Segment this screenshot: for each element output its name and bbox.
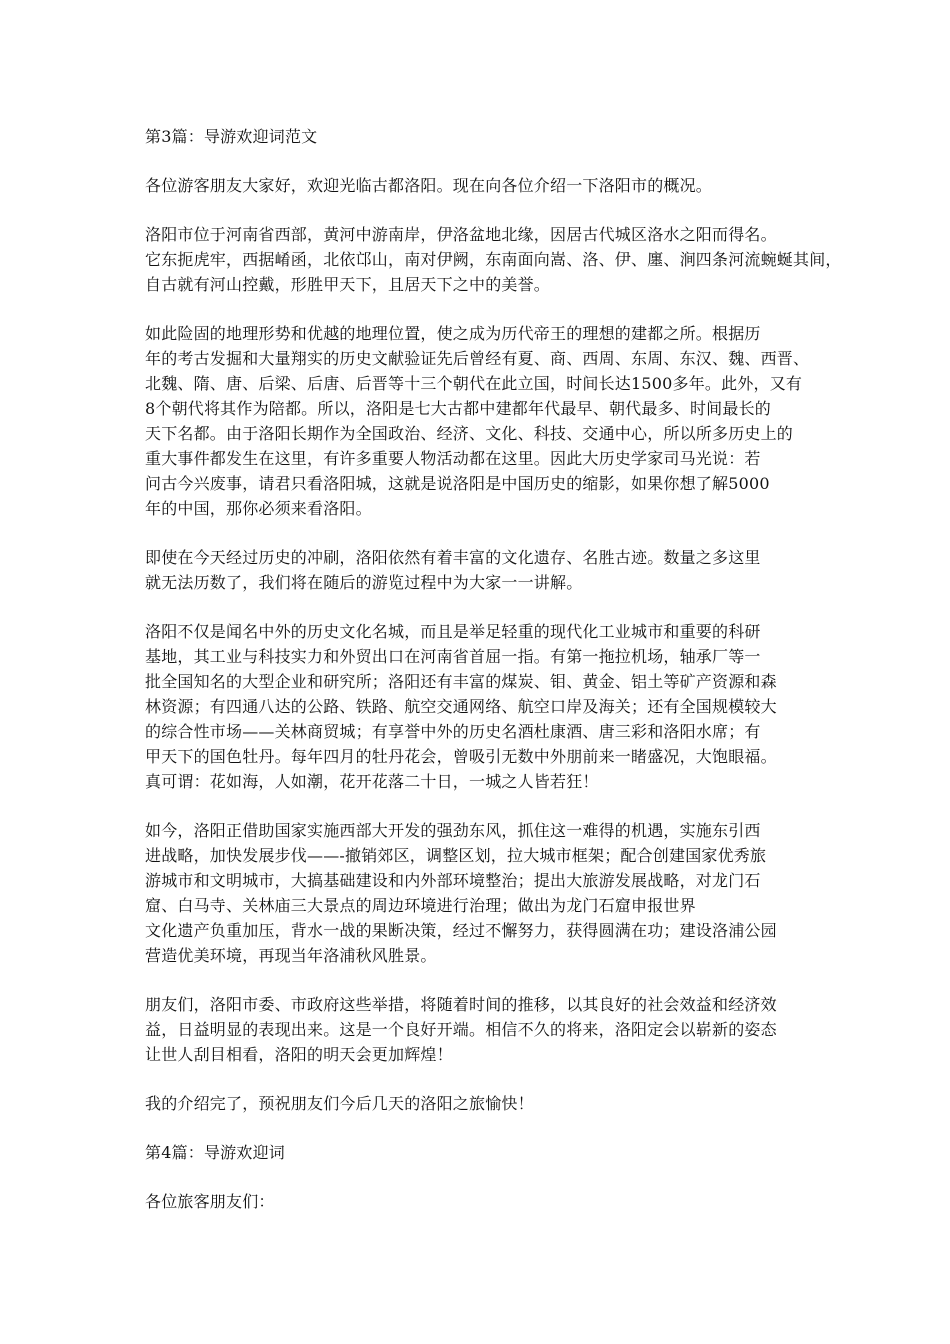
paragraph-line: 洛阳市位于河南省西部，黄河中游南岸，伊洛盆地北缘，因居古代城区洛水之阳而得名。 (145, 225, 777, 244)
section-3 (145, 124, 842, 1116)
section-3-title: 第3篇：导游欢迎词范文 (145, 127, 318, 146)
paragraph-line: 问古今兴废事，请君只看洛阳城，这就是说洛阳是中国历史的缩影，如果你想了解5000 (145, 474, 770, 493)
paragraph-line: 窟、白马寺、关林庙三大景点的周边环境进行治理；做出为龙门石窟申报世界 (145, 896, 696, 915)
paragraph-line: 林资源；有四通八达的公路、铁路、航空交通网络、航空口岸及海关；还有全国规模较大 (145, 697, 777, 716)
paragraph-line: 基地，其工业与科技实力和外贸出口在河南省首屈一指。有第一拖拉机场，轴承厂等一 (145, 647, 761, 666)
paragraph-line: 游城市和文明城市，大搞基础建设和内外部环境整治；提出大旅游发展战略，对龙门石 (145, 871, 761, 890)
paragraph (145, 222, 842, 297)
paragraph (145, 545, 815, 595)
paragraph-line: 如此险固的地理形势和优越的地理位置，使之成为历代帝王的理想的建都之所。根据历 (145, 324, 761, 343)
paragraph-line: 营造优美环境，再现当年洛浦秋风胜景。 (145, 946, 437, 965)
paragraph (145, 992, 815, 1067)
paragraph-line: 甲天下的国色牡丹。每年四月的牡丹花会，曾吸引无数中外朋前来一睹盛况，大饱眼福。 (145, 747, 777, 766)
paragraph-line: 文化遗产负重加压，背水一战的果断决策，经过不懈努力，获得圆满在功；建设洛浦公园 (145, 921, 777, 940)
paragraph (145, 1189, 815, 1214)
section-4-body (145, 1189, 815, 1214)
paragraph-line: 我的介绍完了，预祝朋友们今后几天的洛阳之旅愉快！ (145, 1094, 534, 1113)
paragraph-line: 让世人刮目相看，洛阳的明天会更加辉煌！ (145, 1045, 453, 1064)
paragraph-line: 年的中国，那你必须来看洛阳。 (145, 499, 372, 518)
section-4-title: 第4篇：导游欢迎词 (145, 1143, 285, 1162)
paragraph (145, 173, 815, 198)
paragraph-line: 批全国知名的大型企业和研究所；洛阳还有丰富的煤炭、钼、黄金、铝土等矿产资源和森 (145, 672, 777, 691)
paragraph-line: 进战略，加快发展步伐——-撤销郊区，调整区划，拉大城市框架；配合创建国家优秀旅 (145, 846, 767, 865)
paragraph-line: 即使在今天经过历史的冲刷，洛阳依然有着丰富的文化遗存、名胜古迹。数量之多这里 (145, 548, 761, 567)
paragraph-line: 益，日益明显的表现出来。这是一个良好开端。相信不久的将来，洛阳定会以崭新的姿态 (145, 1020, 777, 1039)
paragraph-line: 就无法历数了，我们将在随后的游览过程中为大家一一讲解。 (145, 573, 583, 592)
section-4 (145, 1140, 815, 1214)
paragraph (145, 321, 815, 521)
paragraph-line: 年的考古发掘和大量翔实的历史文献验证先后曾经有夏、商、西周、东周、东汉、魏、西晋、 (145, 349, 810, 368)
paragraph-line: 各位旅客朋友们： (145, 1192, 275, 1211)
paragraph-line: 朋友们，洛阳市委、市政府这些举措，将随着时间的推移，以其良好的社会效益和经济效 (145, 995, 777, 1014)
paragraph (145, 619, 815, 794)
paragraph-line: 重大事件都发生在这里，有许多重要人物活动都在这里。因此大历史学家司马光说：若 (145, 449, 761, 468)
paragraph-line: 洛阳不仅是闻名中外的历史文化名城，而且是举足轻重的现代化工业城市和重要的科研 (145, 622, 761, 641)
paragraph-line: 真可谓：花如海，人如潮，花开花落二十日，一城之人皆若狂！ (145, 772, 599, 791)
paragraph-line: 它东扼虎牢，西据崤函，北依邙山，南对伊阙，东南面向嵩、洛、伊、廛、涧四条河流蜿蜒其间， (145, 250, 842, 269)
paragraph-line: 天下名都。由于洛阳长期作为全国政治、经济、文化、科技、交通中心，所以所多历史上的 (145, 424, 794, 443)
section-3-body (145, 173, 842, 1116)
paragraph-line: 北魏、隋、唐、后梁、后唐、后晋等十三个朝代在此立国，时间长达1500多年。此外，又有 (145, 374, 803, 393)
paragraph-line: 的综合性市场——关林商贸城；有享誉中外的历史名酒杜康酒、唐三彩和洛阳水席；有 (145, 722, 761, 741)
paragraph-line: 如今，洛阳正借助国家实施西部大开发的强劲东风，抓住这一难得的机遇，实施东引西 (145, 821, 761, 840)
paragraph-line: 自古就有河山控戴，形胜甲天下，且居天下之中的美誉。 (145, 275, 551, 294)
document-page (145, 124, 842, 1238)
paragraph-line: 8个朝代将其作为陪都。所以，洛阳是七大古都中建都年代最早、朝代最多、时间最长的 (145, 399, 771, 418)
paragraph (145, 1091, 815, 1116)
paragraph-line: 各位游客朋友大家好，欢迎光临古都洛阳。现在向各位介绍一下洛阳市的概况。 (145, 176, 713, 195)
paragraph (145, 818, 815, 968)
